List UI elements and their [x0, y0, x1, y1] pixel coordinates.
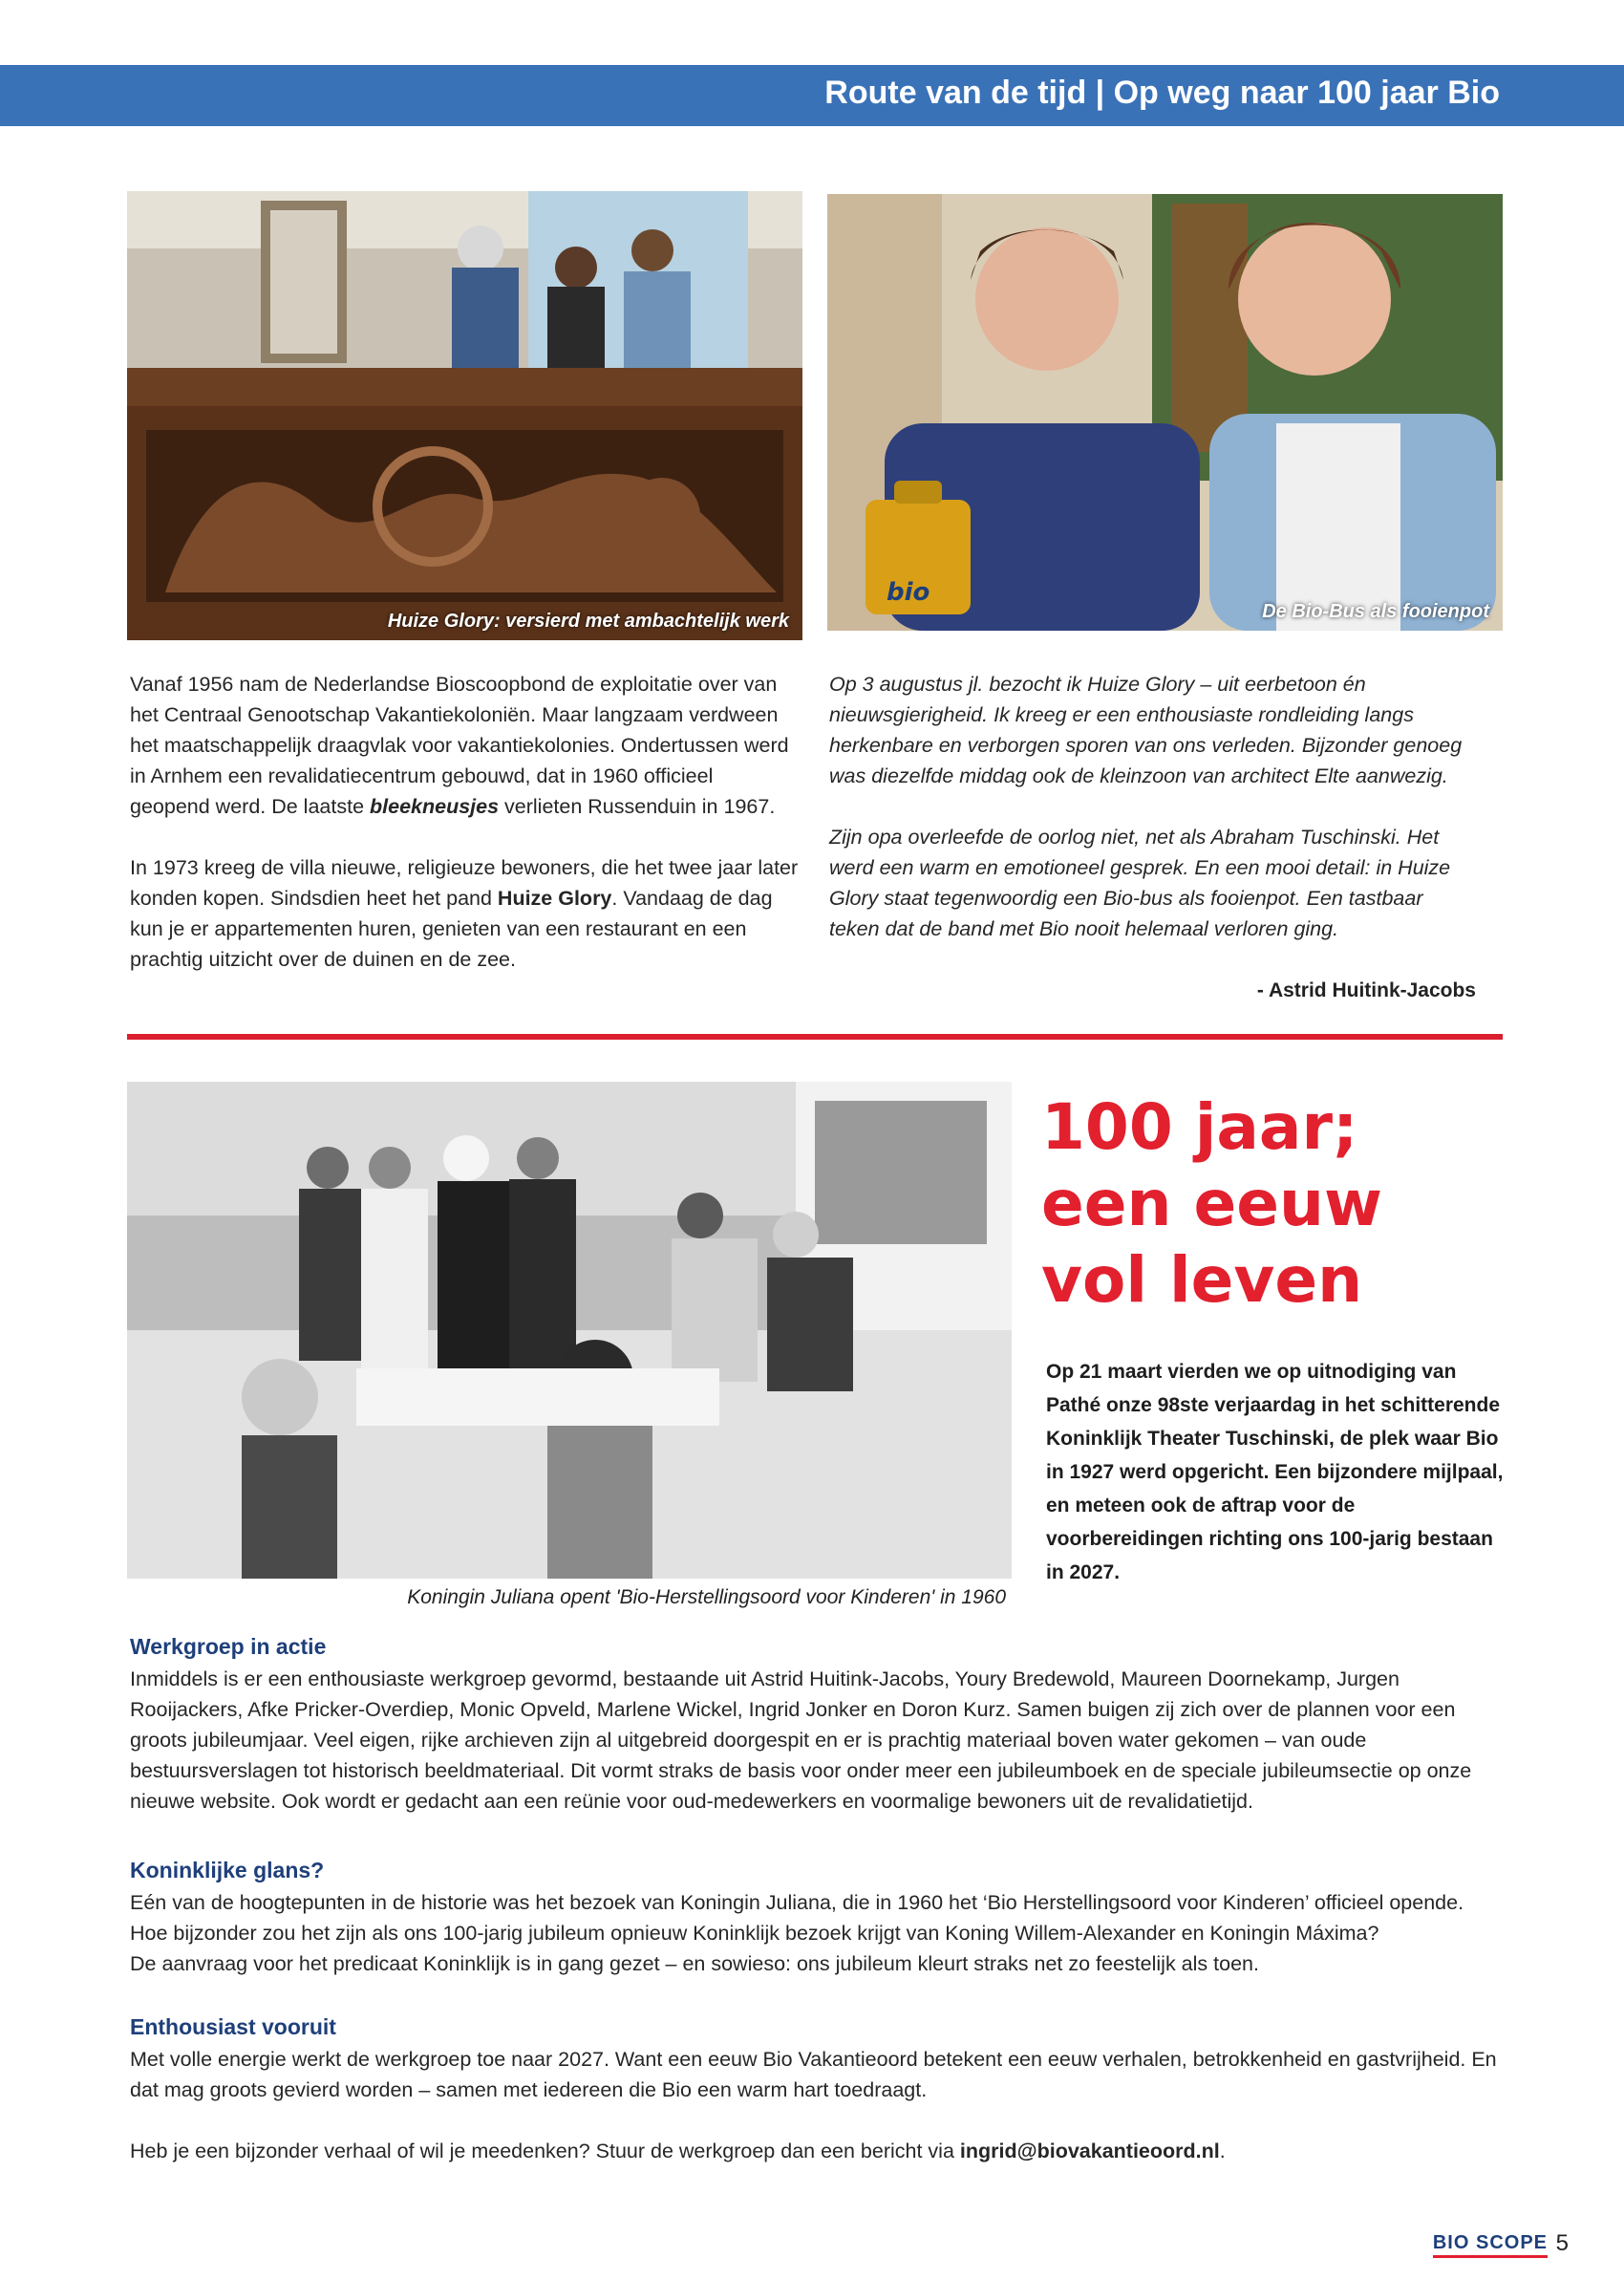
- page-number: 5: [1555, 2230, 1569, 2256]
- section-line: Hoe bijzonder zou het zijn als ons 100-jarig jubileum opnieuw Koninklijk bezoek krijgt van Koning Willem-Alexander en Koningin Máxima?: [130, 1922, 1379, 1945]
- section-text: Met volle energie werkt de werkgroep toe naar 2027. Want een eeuw Bio Vakantieoord betekent een eeuw verhalen, betrokkenheid en gastvrijheid. En dat mag groots gevierd worden – samen met iedereen die Bio een warm hart toedraagt.: [130, 2048, 1497, 2101]
- huize-glory-photo: [127, 191, 802, 640]
- bioscope-logo: BIO SCOPE: [1433, 2232, 1548, 2258]
- page-title: Route van de tijd | Op weg naar 100 jaar Bio: [824, 75, 1500, 111]
- section-werkgroep: [130, 1634, 1506, 1817]
- bus-photo-caption: De Bio-Bus als fooienpot: [1262, 601, 1489, 622]
- bleekneusjes-emphasis: bleekneusjes: [370, 795, 500, 818]
- section-heading: Enthousiast vooruit: [130, 2014, 336, 2039]
- huize-glory-emphasis: Huize Glory: [497, 887, 612, 910]
- feature-intro: Op 21 maart vierden we op uitnodiging van Pathé onze 98ste verjaardag in het schitterende Koninklijk Theater Tuschinski, de plek waar Bio in 1927 werd opgericht. Een bijzondere mijlpaal, en meteen ook de aftrap voor de voorbereidingen richting ons 100-jarig bestaan in 2027.: [1046, 1361, 1504, 1583]
- section-koninklijke-glans: [130, 1858, 1506, 1979]
- section-enthousiast-vooruit: [130, 2014, 1506, 2166]
- left-paragraph-2: In 1973 kreeg de villa nieuwe, religieuze bewoners, die het twee jaar later konden kopen. Sindsdien heet het pand Huize Glory. Vandaag de dag kun je er appartementen huren, genieten van een restaurant en een prachtig uitzicht over de duinen en de zee.: [130, 856, 799, 971]
- juliana-historic-photo: [127, 1082, 1012, 1579]
- call-to-action: Heb je een bijzonder verhaal of wil je meedenken? Stuur de werkgroep dan een bericht via ingrid@biovakantieoord.nl.: [130, 2140, 1226, 2162]
- feature-headline: 100 jaar; een eeuw vol leven: [1041, 1090, 1382, 1317]
- bio-bus-photo: [827, 194, 1503, 631]
- right-column-text: [829, 669, 1479, 944]
- left-paragraph-1: Vanaf 1956 nam de Nederlandse Bioscoopbond de exploitatie over van het Centraal Genootschap Vakantiekoloniën. Maar langzaam verdween het maatschappelijk draagvlak voor vakantiekolonies. Ondertussen werd in Arnhem een revalidatiecentrum gebouwd, dat in 1960 officieel geopend werd. De laatste bleekneusjes verlieten Russenduin in 1967.: [130, 673, 789, 818]
- section-line: Eén van de hoogtepunten in de historie was het bezoek van Koningin Juliana, die in 1960 het ‘Bio Herstellingsoord voor Kinderen’ officieel opende.: [130, 1891, 1464, 1914]
- section-heading: Werkgroep in actie: [130, 1634, 327, 1659]
- section-line: De aanvraag voor het predicaat Koninklijk is in gang gezet – en sowieso: ons jubileum kleurt straks net zo feestelijk als toen.: [130, 1952, 1259, 1975]
- section-text: Inmiddels is er een enthousiaste werkgroep gevormd, bestaande uit Astrid Huitink-Jacobs, Youry Bredewold, Maureen Doornekamp, Jurgen Rooijackers, Afke Pricker-Overdiep, Monic Opveld, Marlene Wickel, Ingrid Jonker en Doron Kurz. Samen buigen zij zich over de plannen voor een groots jubileumjaar. Veel eigen, rijke archieven zijn al uitgebreid doorgespit en er is prachtig materiaal boven water gekomen – van oude bestuursverslagen tot historisch beeldmateriaal. Dit vormt straks de basis voor onder meer een jubileumboek en de speciale jubileumsectie op onze nieuwe website. Ook wordt er gedacht aan een reünie voor oud-medewerkers en voormalige bewoners uit de revalidatietijd.: [130, 1667, 1472, 1813]
- section-divider: [127, 1034, 1503, 1040]
- right-paragraph-1: Op 3 augustus jl. bezocht ik Huize Glory – uit eerbetoon én nieuwsgierigheid. Ik kreeg er een enthousiaste rondleiding langs herkenbare en verborgen sporen van ons verleden. Bijzonder genoeg was diezelfde middag ook de kleinzoon van architect Elte aanwezig.: [829, 673, 1463, 787]
- header-banner: [0, 65, 1624, 126]
- left-column-text: [130, 669, 799, 975]
- glory-photo-caption: Huize Glory: versierd met ambachtelijk werk: [387, 611, 789, 632]
- author-signature: - Astrid Huitink-Jacobs: [1256, 979, 1476, 1001]
- section-heading: Koninklijke glans?: [130, 1858, 325, 1882]
- contact-email-link[interactable]: ingrid@biovakantieoord.nl: [959, 2140, 1220, 2162]
- juliana-photo-caption: Koningin Juliana opent 'Bio-Herstellingsoord voor Kinderen' in 1960: [407, 1586, 1006, 1608]
- bio-bus-logo: bio: [887, 578, 930, 607]
- right-paragraph-2: Zijn opa overleefde de oorlog niet, net als Abraham Tuschinski. Het werd een warm en emotioneel gesprek. En een mooi detail: in Huize Glory staat tegenwoordig een Bio-bus als fooienpot. Een tastbaar teken dat de band met Bio nooit helemaal verloren ging.: [829, 826, 1451, 940]
